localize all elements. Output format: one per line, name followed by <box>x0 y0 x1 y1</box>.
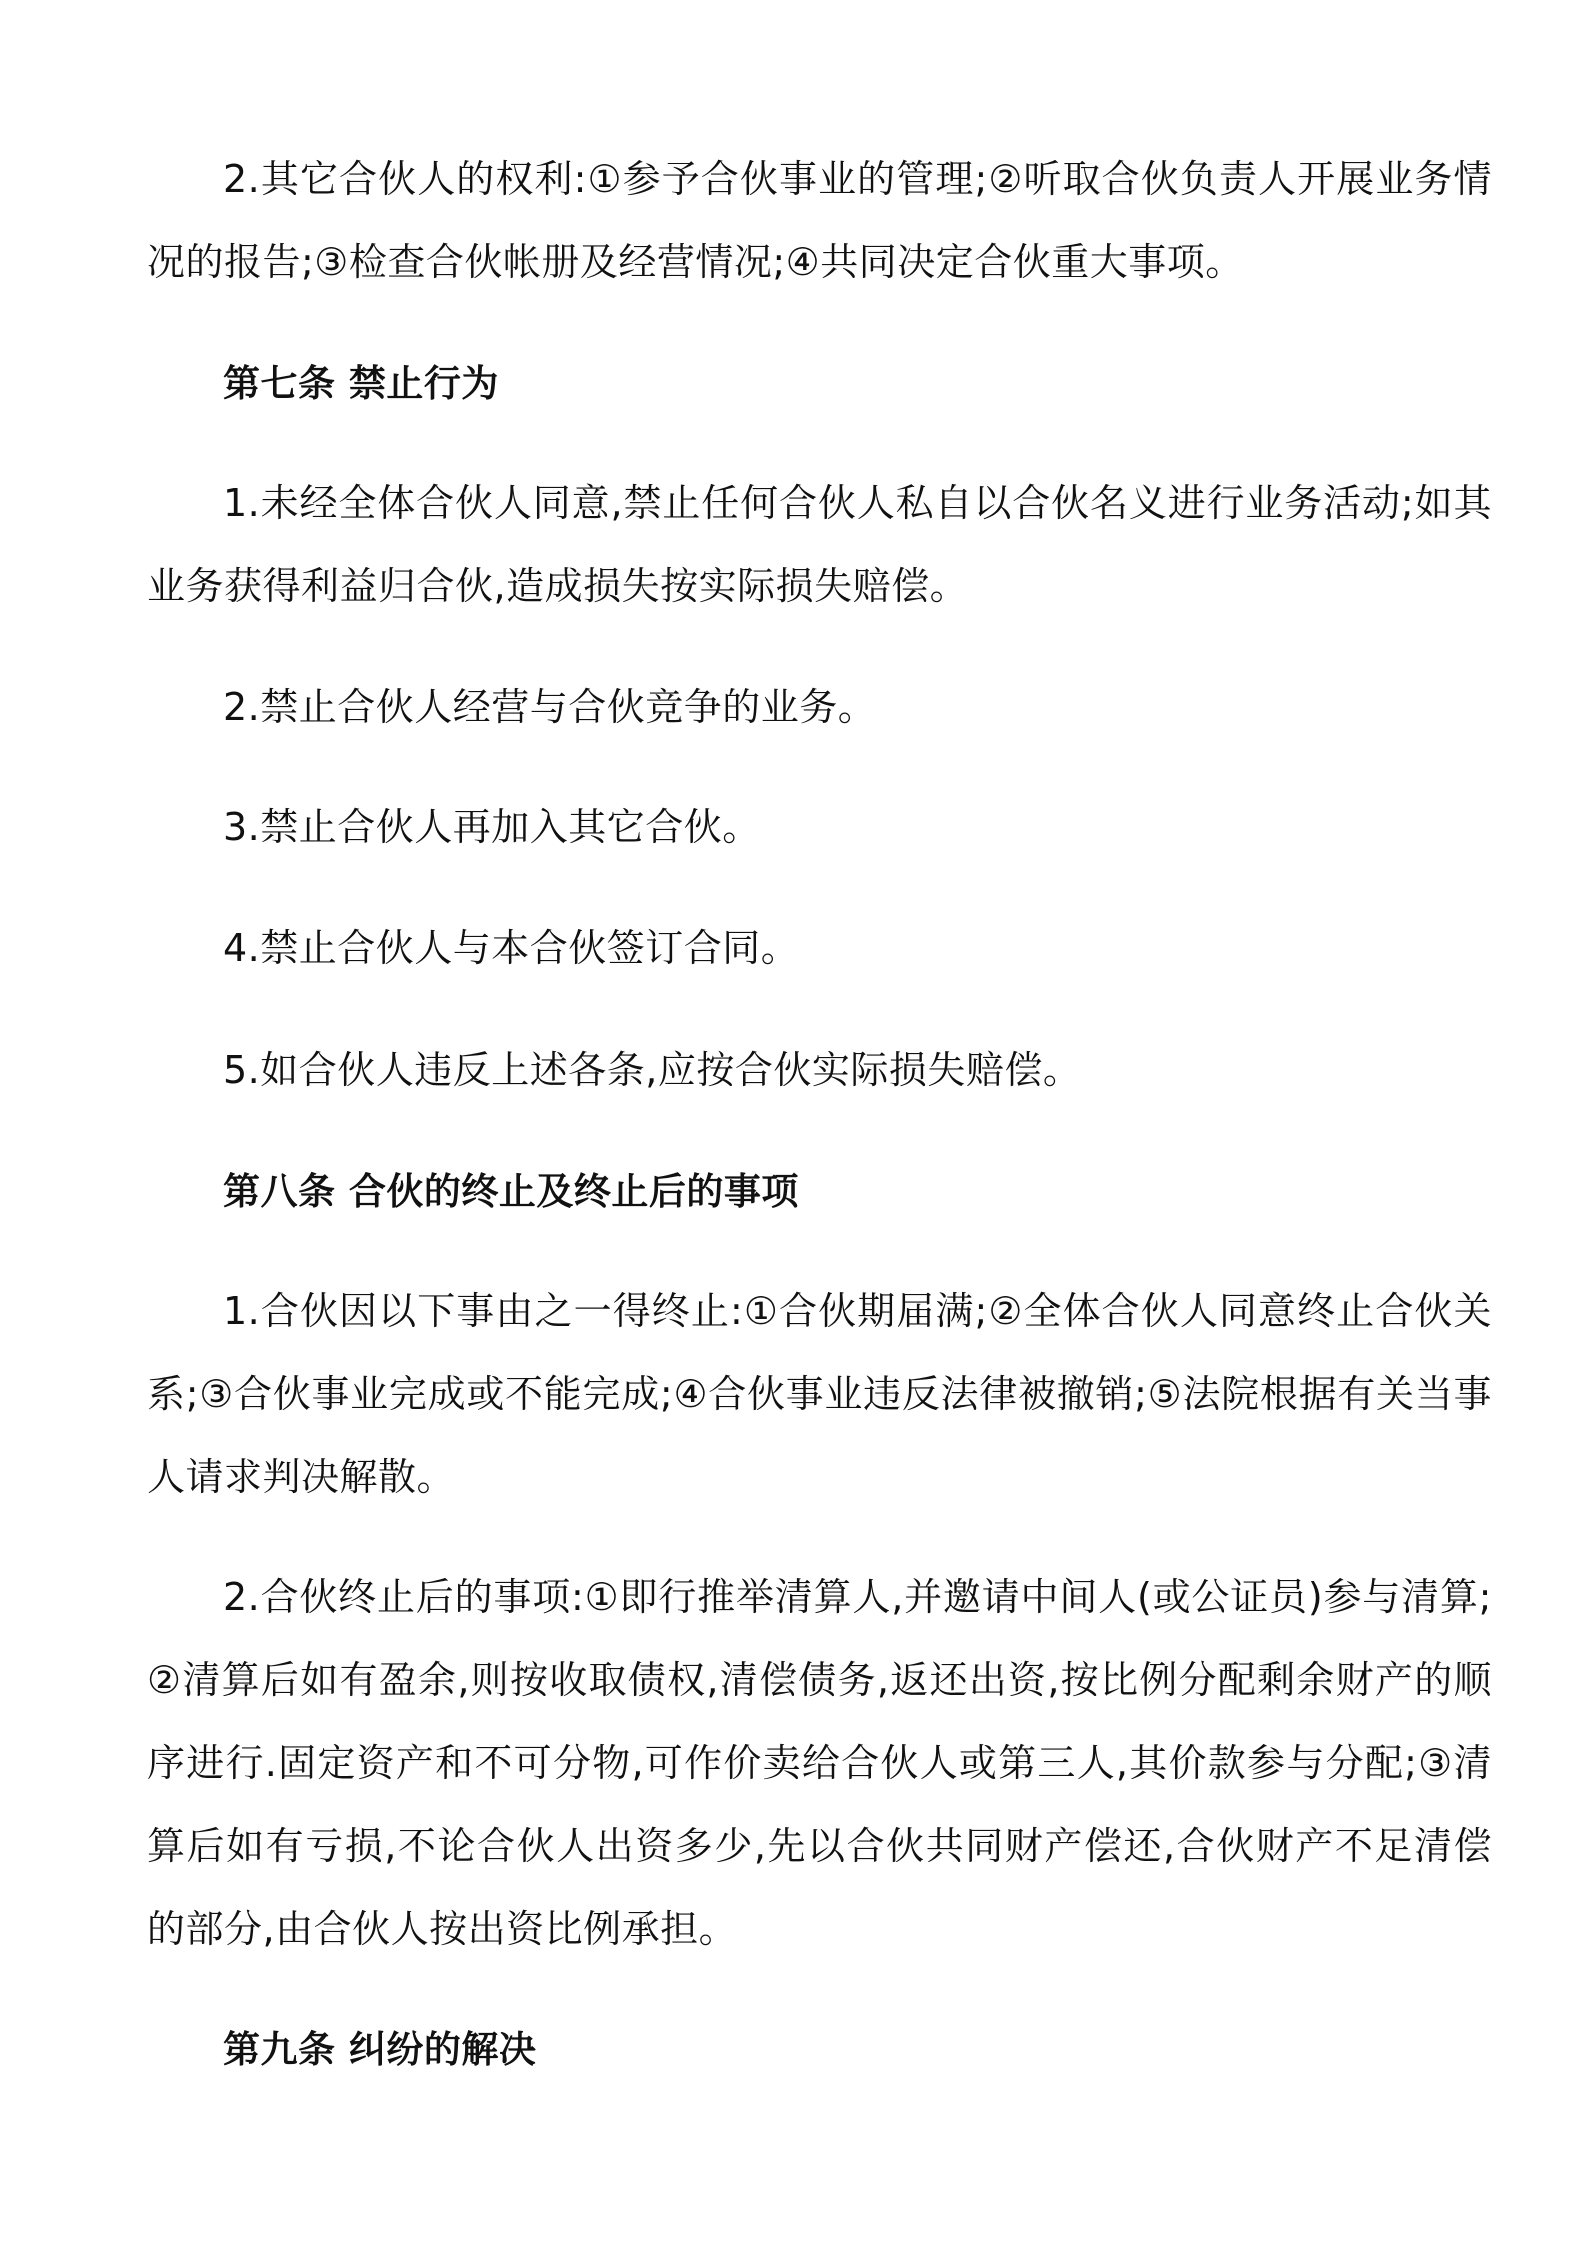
paragraph-partner-rights: 2.其它合伙人的权利:①参予合伙事业的管理;②听取合伙负责人开展业务情况的报告;③检查合伙帐册及经营情况;④共同决定合伙重大事项。 <box>147 157 1492 284</box>
paragraph-prohibition-5: 5.如合伙人违反上述各条,应按合伙实际损失赔偿。 <box>223 1048 1082 1092</box>
heading-article-8: 第八条 合伙的终止及终止后的事项 <box>223 1170 799 1213</box>
paragraph-prohibition-1: 1.未经全体合伙人同意,禁止任何合伙人私自以合伙名义进行业务活动;如其业务获得利益归合伙,造成损失按实际损失赔偿。 <box>147 481 1492 608</box>
heading-article-9: 第九条 纠纷的解决 <box>223 2028 537 2071</box>
paragraph-termination-1: 1.合伙因以下事由之一得终止:①合伙期届满;②全体合伙人同意终止合伙关系;③合伙事业完成或不能完成;④合伙事业违反法律被撤销;⑤法院根据有关当事人请求判决解散。 <box>147 1289 1492 1499</box>
paragraph-termination-2: 2.合伙终止后的事项:①即行推举清算人,并邀请中间人(或公证员)参与清算;②清算后如有盈余,则按收取债权,清偿债务,返还出资,按比例分配剩余财产的顺序进行.固定资产和不可分物,可作价卖给合伙人或第三人,其价款参与分配;③清算后如有亏损,不论合伙人出资多少,先以合伙共同财产偿还,合伙财产不足清偿的部分,由合伙人按出资比例承担。 <box>147 1575 1492 1951</box>
paragraph-prohibition-4: 4.禁止合伙人与本合伙签订合同。 <box>223 926 800 970</box>
heading-article-7: 第七条 禁止行为 <box>223 362 499 405</box>
paragraph-prohibition-2: 2.禁止合伙人经营与合伙竞争的业务。 <box>223 685 877 729</box>
paragraph-prohibition-3: 3.禁止合伙人再加入其它合伙。 <box>223 805 761 849</box>
